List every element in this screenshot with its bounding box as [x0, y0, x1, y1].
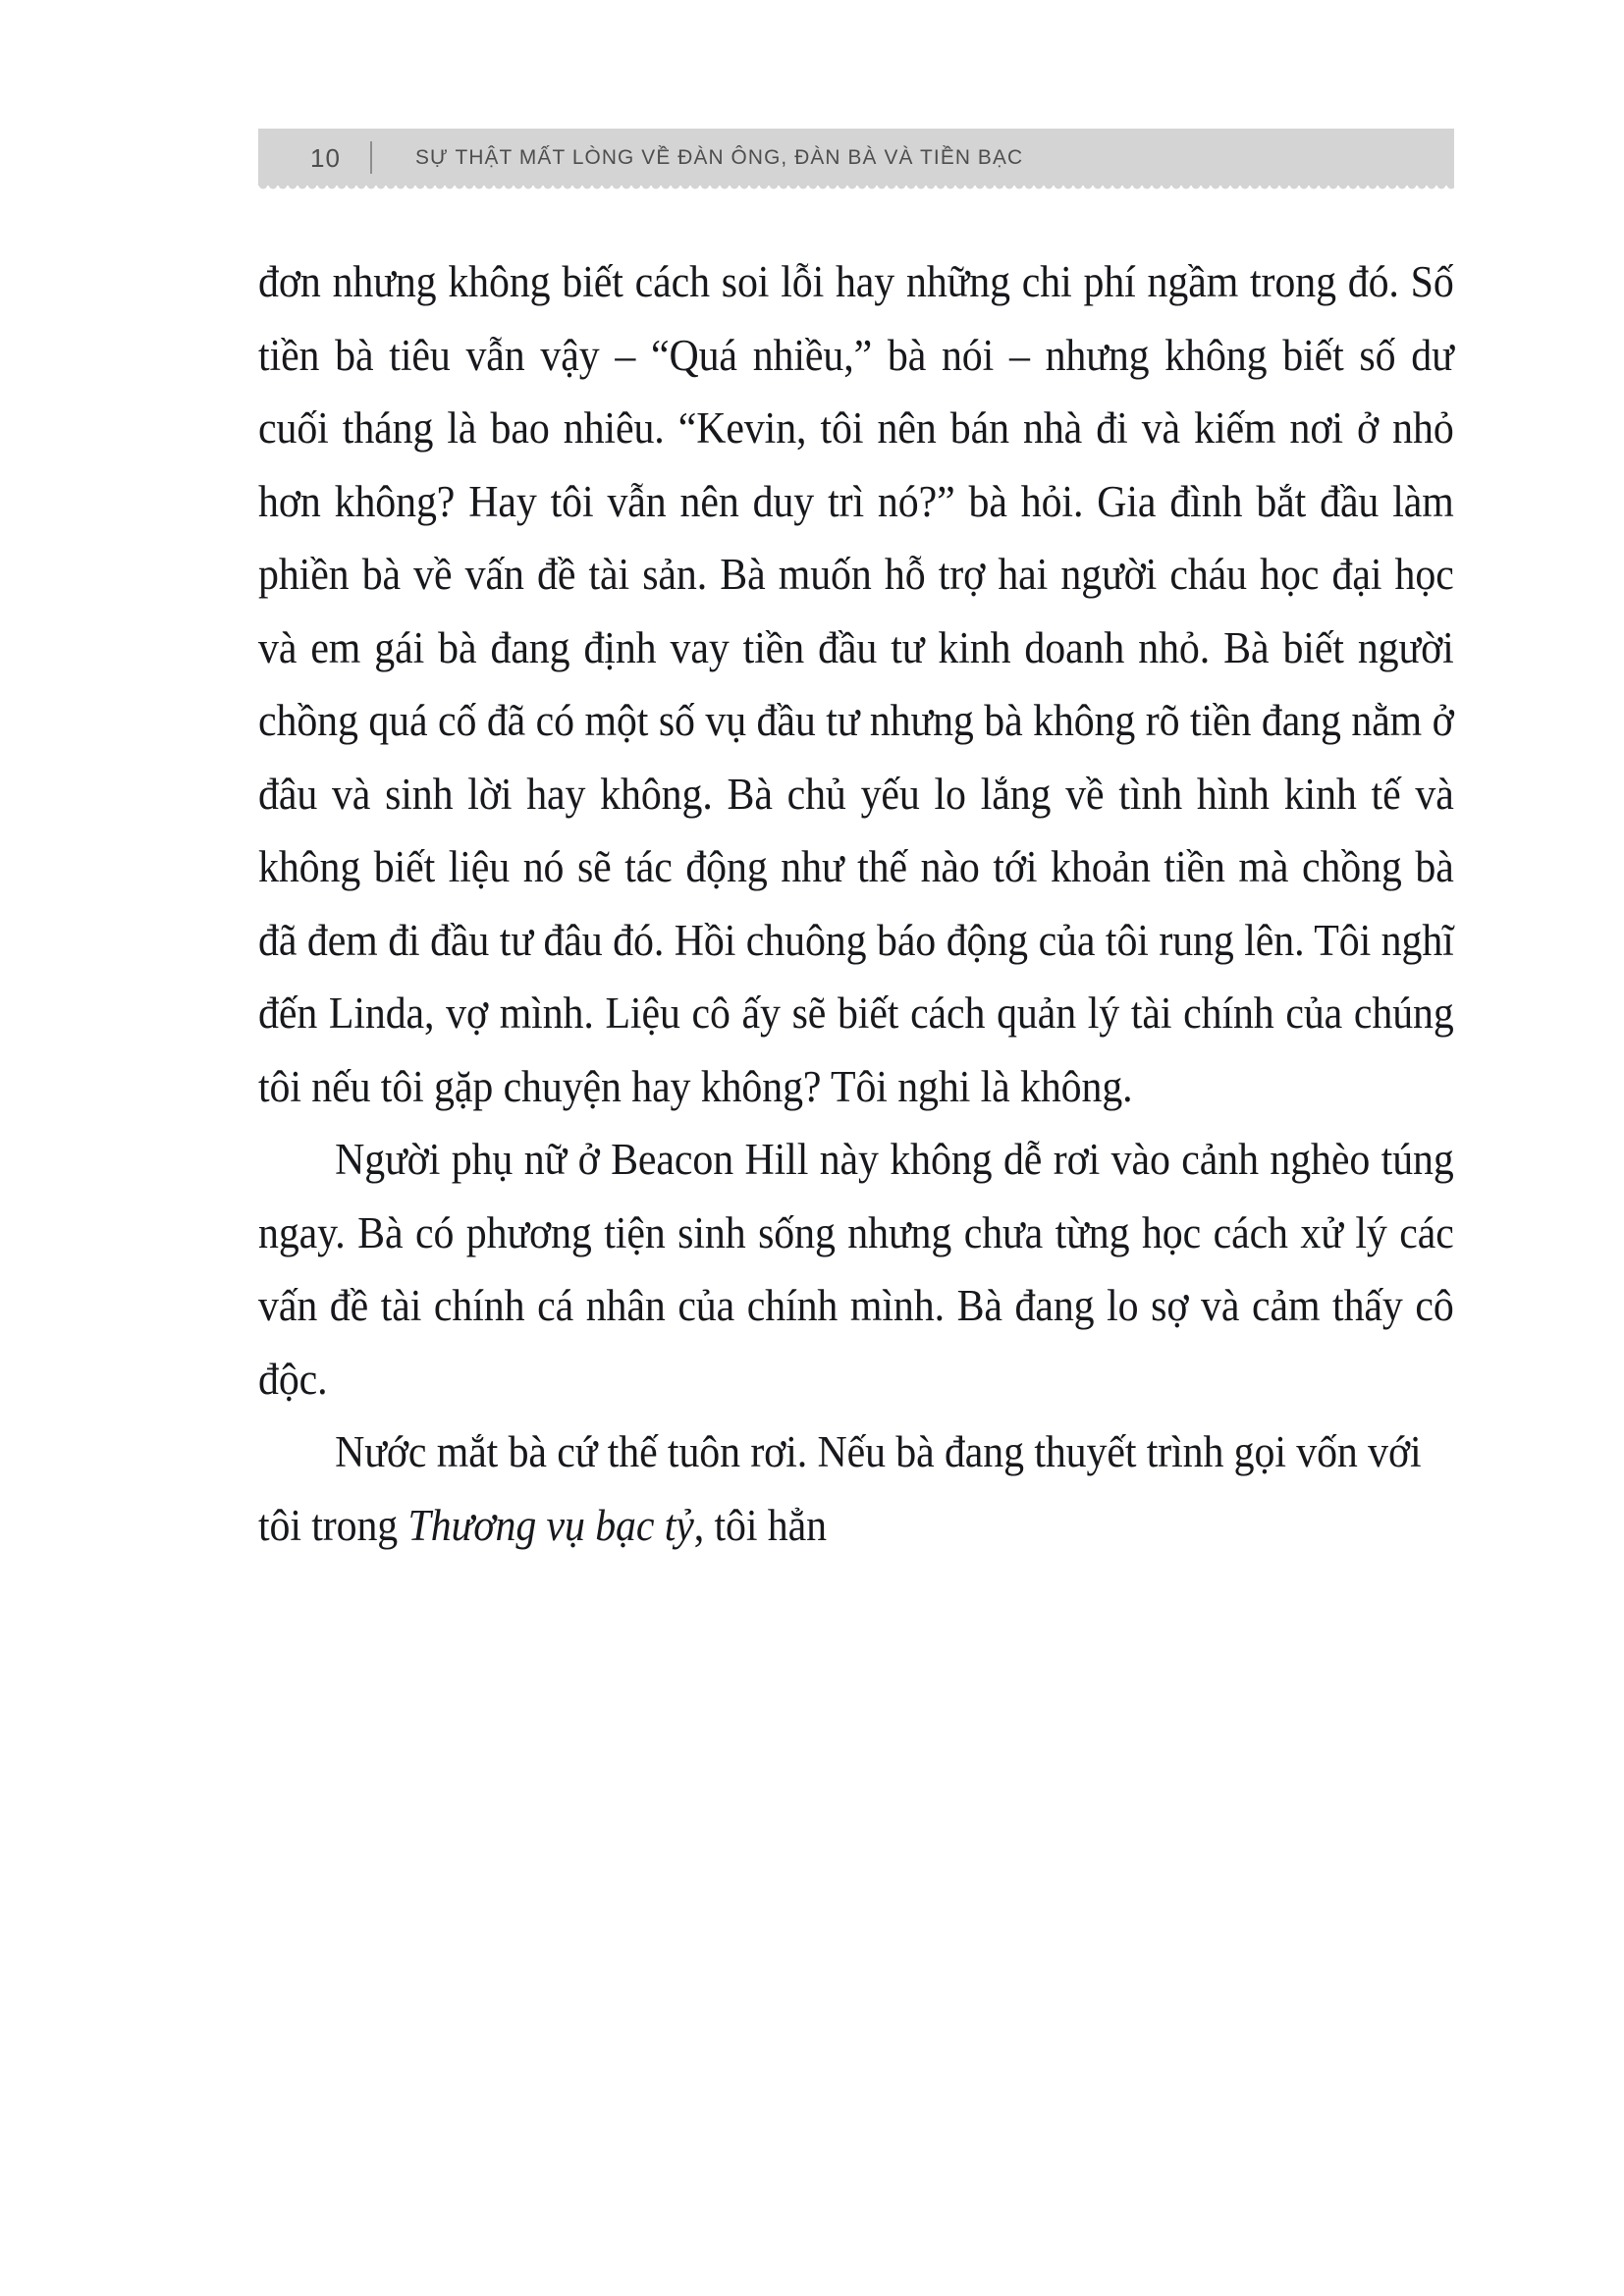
running-title: SỰ THẬT MẤT LÒNG VỀ ĐÀN ÔNG, ĐÀN BÀ VÀ TIỀN BẠC [414, 145, 1024, 170]
header-divider [370, 141, 372, 174]
paragraph-final [258, 1415, 1454, 1562]
running-header-band [258, 129, 1454, 186]
body-text-block [258, 245, 1454, 1562]
book-title-italic: Thương vụ bạc tỷ [407, 1500, 694, 1550]
paragraph-final-text-before: Nước mắt bà cứ thế tuôn rơi. Nếu bà đang thuyết trình gọi vốn với tôi trong [258, 1427, 1422, 1550]
paragraph-continuation: đơn nhưng không biết cách soi lỗi hay những chi phí ngầm trong đó. Số tiền bà tiêu vẫn vậy – “Quá nhiều,” bà nói – nhưng không biết số dư cuối tháng là bao nhiêu. “Kevin, tôi nên bán nhà đi và kiếm nơi ở nhỏ hơn không? Hay tôi vẫn nên duy trì nó?” bà hỏi. Gia đình bắt đầu làm phiền bà về vấn đề tài sản. Bà muốn hỗ trợ hai người cháu học đại học và em gái bà đang định vay tiền đầu tư kinh doanh nhỏ. Bà biết người chồng quá cố đã có một số vụ đầu tư nhưng bà không rõ tiền đang nằm ở đâu và sinh lời hay không. Bà chủ yếu lo lắng về tình hình kinh tế và không biết liệu nó sẽ tác động như thế nào tới khoản tiền mà chồng bà đã đem đi đầu tư đâu đó. Hồi chuông báo động của tôi rung lên. Tôi nghĩ đến Linda, vợ mình. Liệu cô ấy sẽ biết cách quản lý tài chính của chúng tôi nếu tôi gặp chuyện hay không? Tôi nghi là không. [258, 257, 1454, 1111]
paragraph-beacon-hill: Người phụ nữ ở Beacon Hill này không dễ rơi vào cảnh nghèo túng ngay. Bà có phương tiện sinh sống nhưng chưa từng học cách xử lý các vấn đề tài chính cá nhân của chính mình. Bà đang lo sợ và cảm thấy cô độc. [258, 1135, 1454, 1404]
page-number: 10 [310, 143, 341, 173]
paragraph-final-text-after: , tôi hẳn [693, 1500, 827, 1550]
